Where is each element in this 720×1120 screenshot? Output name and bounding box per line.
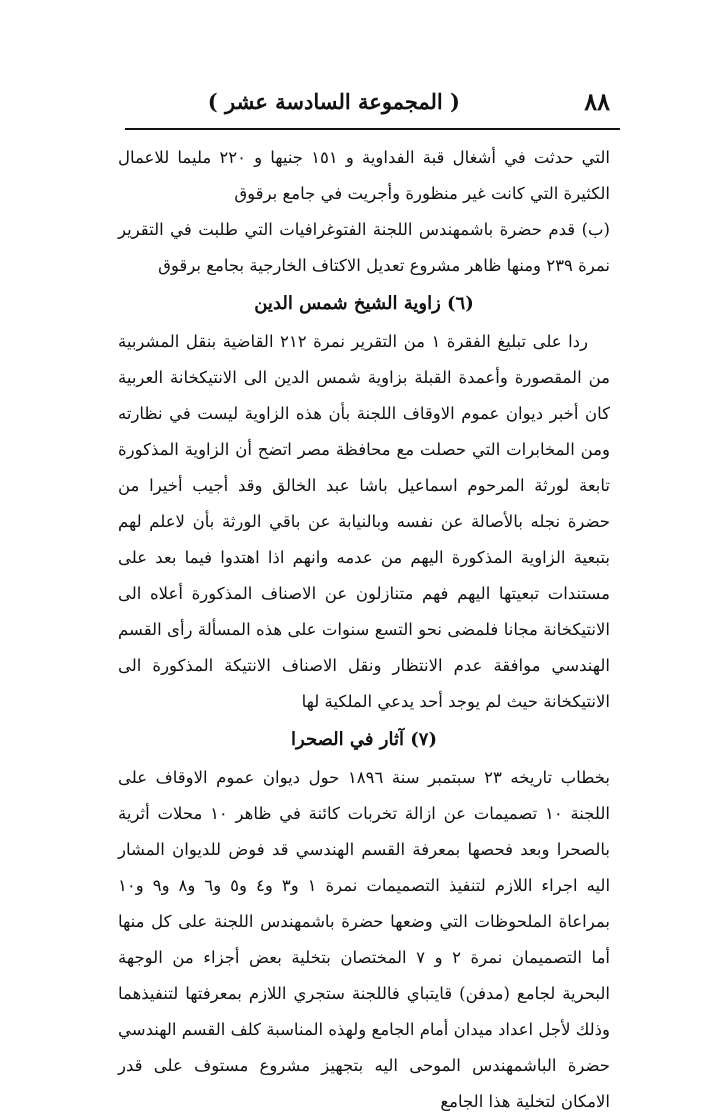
section-heading-6: (٦) زاوية الشيخ شمس الدين xyxy=(254,293,474,314)
paragraph-7: بخطاب تاريخه ٢٣ سبتمبر سنة ١٨٩٦ حول ديوان عموم الاوقاف على اللجنة ١٠ تصميمات عن ازالة تخربات كائنة في ظاهر ١٠ محلات أثرية بالصحرا وبعد فحصها بمعرفة القسم الهندسي قد فوض للديوان المشار اليه اجراء اللازم لتنفيذ التصميمات نمرة ١ و٣ و٤ و٥ و٦ و٨ و٩ و١٠ بمراعاة الملحوظات التي وضعها حضرة باشمهندس اللجنة على كل منها أما التصميمان نمرة ٢ و ٧ المختصان بتخلية بعض أجزاء من الوجهة البحرية لجامع (مدفن) قايتباي فاللجنة ستجري اللازم بمعرفتها لتنفيذهما وذلك لأجل اعداد ميدان أمام الجامع ولهذه المناسبة كلف القسم الهندسي حضرة الباشمهندس الموحى اليه بتجهيز مشروع مستوف على قدر الامكان لتخلية هذا الجامع xyxy=(118,768,611,1111)
paragraph-intro: التي حدثت في أشغال قبة الفداوية و ١٥١ جنيها و ٢٢٠ مليما للاعمال الكثيرة التي كانت غير منظورة وأجريت في جامع برقوق xyxy=(118,148,611,203)
page-header xyxy=(130,86,610,126)
section-heading-7: (٧) آثار في الصحرا xyxy=(291,729,437,750)
paragraph-6: ردا على تبليغ الفقرة ١ من التقرير نمرة ٢١٢ القاضية بنقل المشربية من المقصورة وأعمدة القبلة بزاوية شمس الدين الى الانتيكخانة العربية كان أخبر ديوان عموم الاوقاف اللجنة بأن هذه الزاوية ليست في نظارته ومن المخابرات التي حصلت مع محافظة مصر اتضح أن الزاوية المذكورة تابعة لورثة المرحوم اسماعيل باشا عبد الخالق وقد أجيب أخيرا من حضرة نجله بالأصالة عن نفسه وبالنيابة عن باقي الورثة بأن لاعلم لهم بتبعية الزاوية المذكورة اليهم من عدمه وانهم اذا اهتدوا فيما بعد على مستندات تبعيتها اليهم فهم متنازلون عن الاصناف المذكورة أعلاه الى الانتيكخانة مجانا فلمضى نحو التسع سنوات على هذه المسألة رأى القسم الهندسي موافقة عدم الانتظار ونقل الاصناف الانتيكة المذكورة الى الانتيكخانة حيث لم يوجد أحد يدعي الملكية لها xyxy=(118,332,610,711)
running-title: ( المجموعة السادسة عشر ) xyxy=(207,89,460,114)
header-rule xyxy=(125,128,620,130)
paragraph-b: (ب) قدم حضرة باشمهندس اللجنة الفتوغرافيات التي طلبت في التقرير نمرة ٢٣٩ ومنها ظاهر مشروع تعديل الاكتاف الخارجية بجامع برقوق xyxy=(118,220,610,275)
page-number: ٨٨ xyxy=(584,87,610,116)
body-text xyxy=(118,140,610,1120)
